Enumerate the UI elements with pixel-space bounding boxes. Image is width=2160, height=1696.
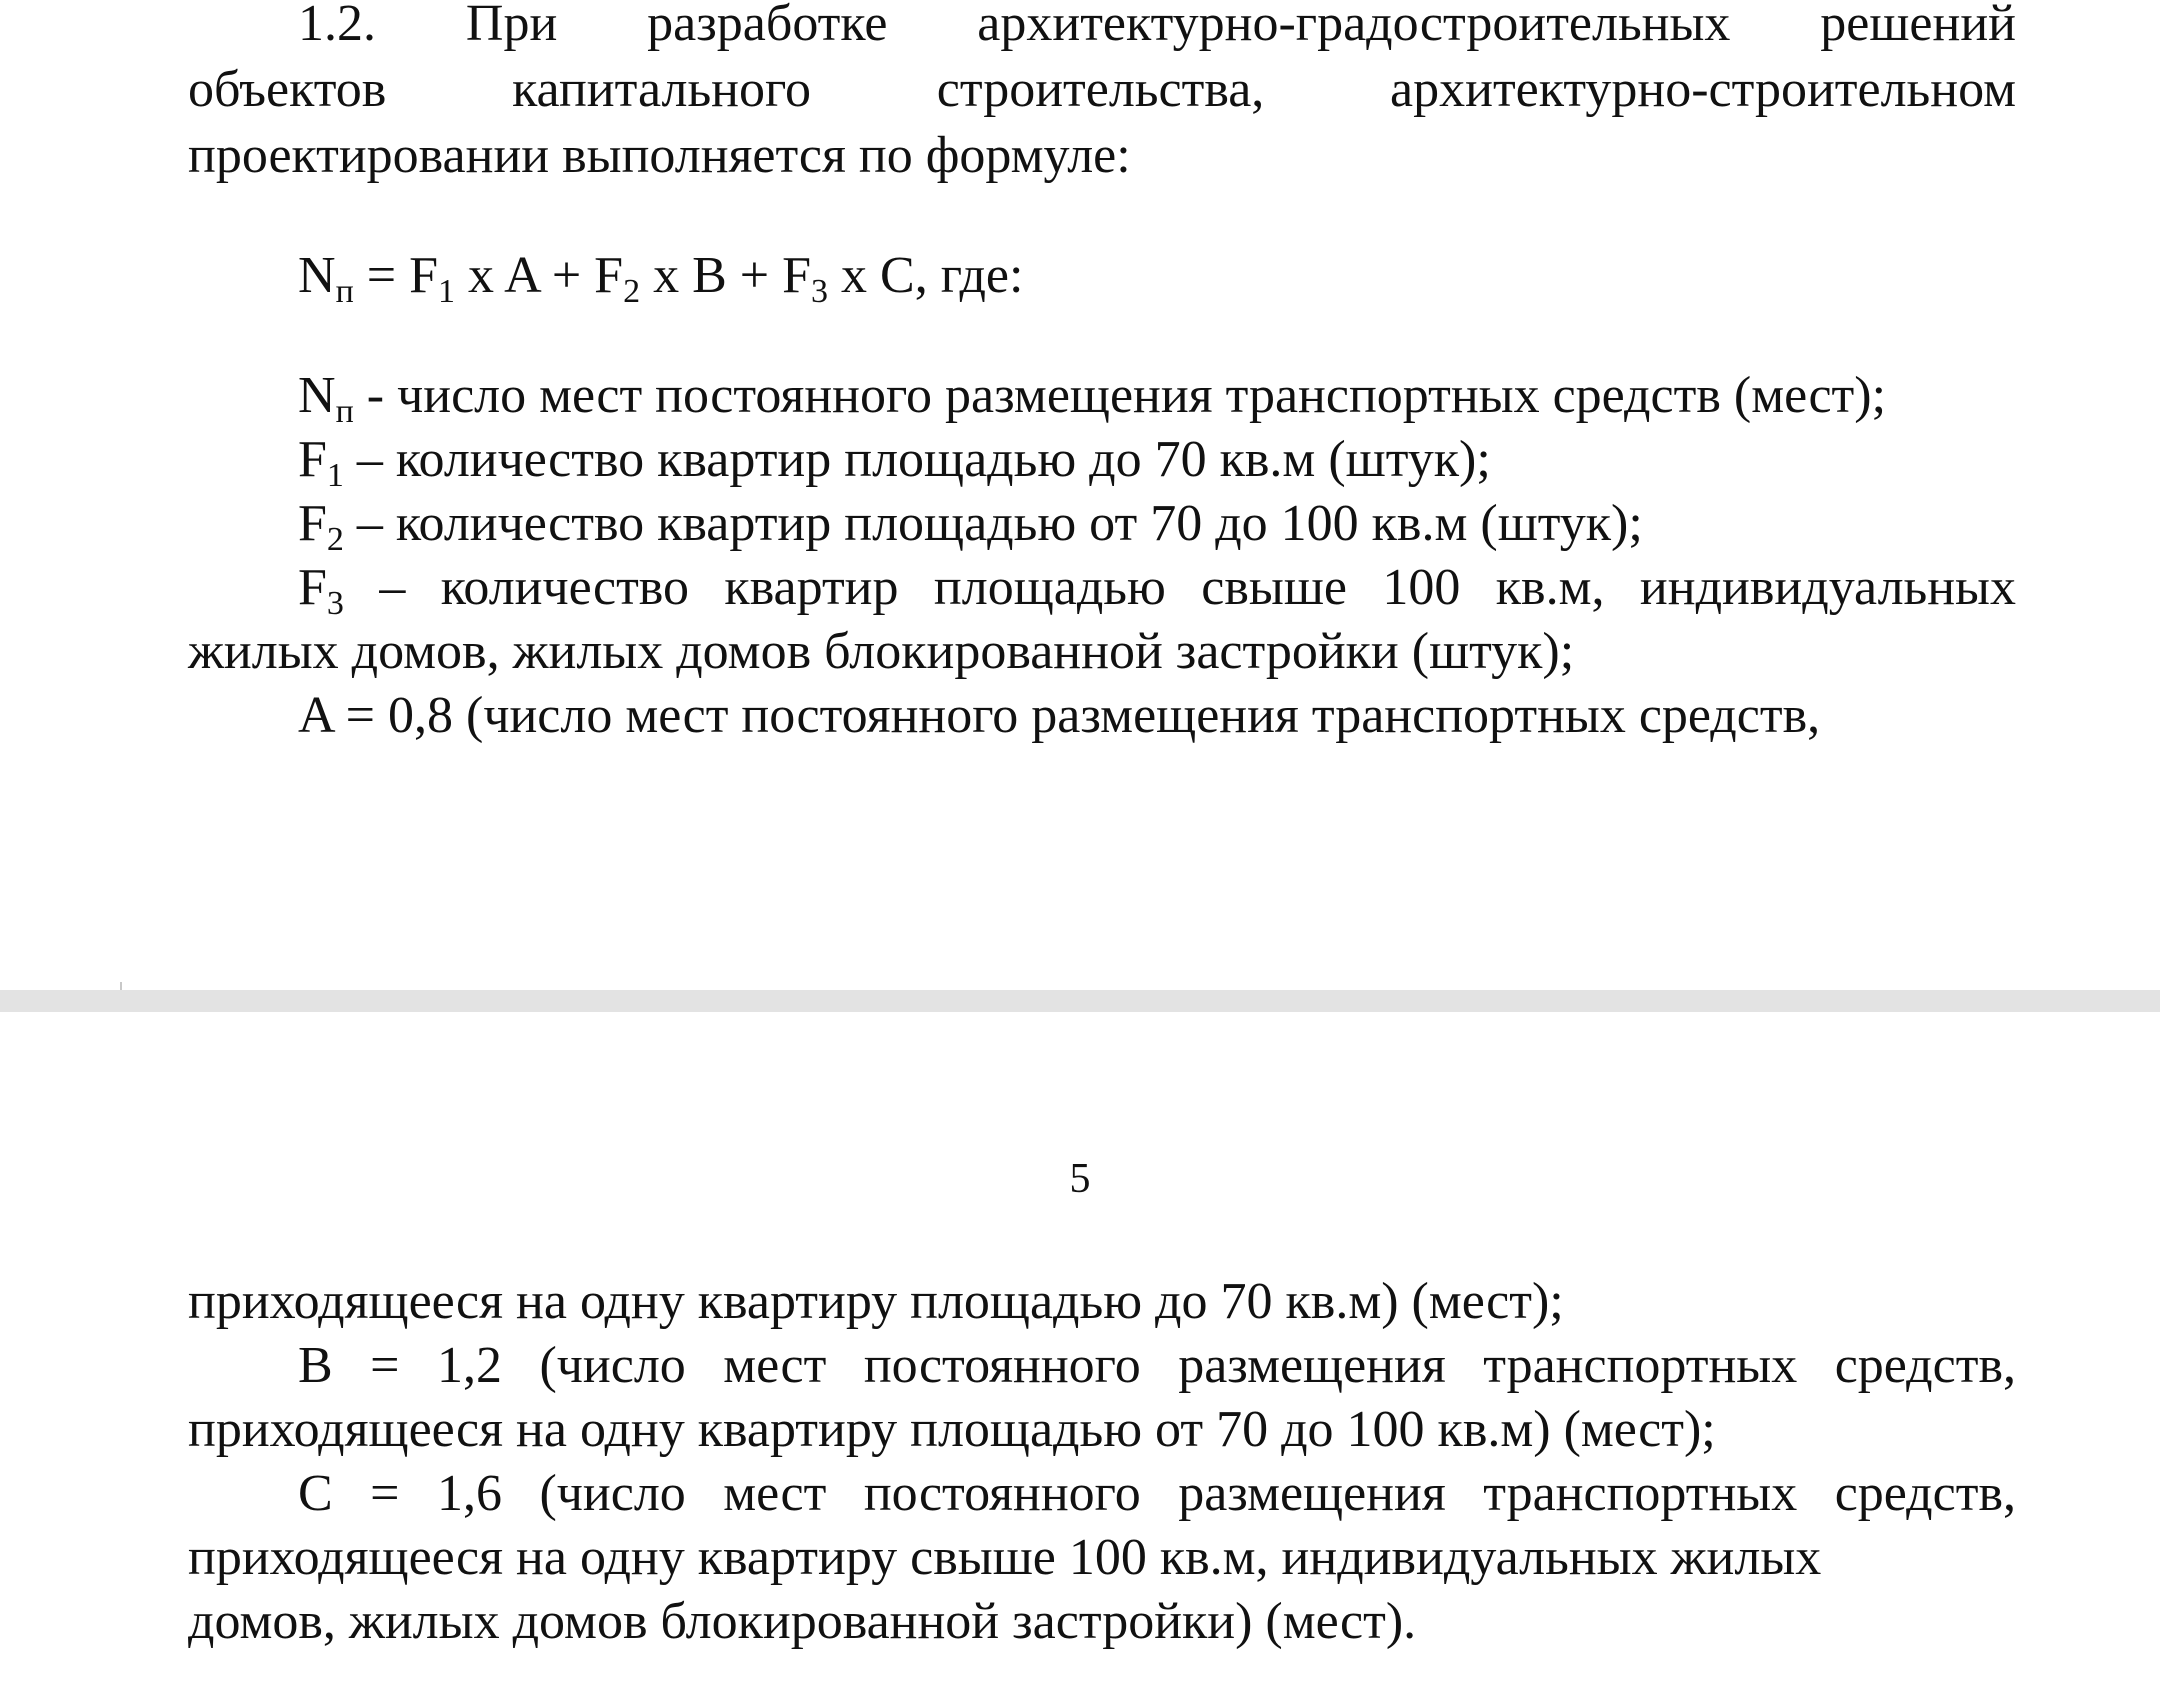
def-text: - число мест постоянного размещения транспортных средств (мест); (353, 367, 1887, 424)
paragraph-line: приходящееся на одну квартиру площадью до 70 кв.м) (мест); (188, 1273, 1564, 1330)
definition-b: B = 1,2 (число мест постоянного размещения транспортных средств, (298, 1337, 2016, 1394)
definition-np (298, 364, 2016, 428)
def-text: – количество квартир площадью от 70 до 100 кв.м (штук); (343, 495, 1643, 552)
paragraph-line: приходящееся на одну квартиру свыше 100 кв.м, индивидуальных жилых (188, 1529, 1822, 1586)
definition-f3 (298, 556, 2016, 620)
def-symbol-sub: п (335, 393, 354, 430)
def-symbol: F (298, 559, 327, 616)
formula-n: N (298, 247, 336, 304)
formula-f3-sub: 3 (811, 273, 829, 310)
def-symbol: F (298, 495, 327, 552)
def-symbol: F (298, 431, 327, 488)
formula-n-sub: п (335, 273, 354, 310)
def-symbol-sub: 2 (326, 521, 344, 558)
definition-c: C = 1,6 (число мест постоянного размещения транспортных средств, (298, 1465, 2016, 1522)
formula-f1-sub: 1 (438, 273, 456, 310)
document-page-bottom (0, 1012, 2160, 1696)
definition-f2 (298, 492, 2016, 556)
page-separator (0, 990, 2160, 1012)
paragraph-line: домов, жилых домов блокированной застройки) (мест). (188, 1593, 1417, 1650)
paragraph-line: 1.2. При разработке архитектурно-градостроительных решений (298, 0, 2016, 52)
definition-a: A = 0,8 (число мест постоянного размещения транспортных средств, (298, 687, 1821, 744)
def-text: – количество квартир площадью свыше 100 кв.м, индивидуальных (343, 559, 2016, 616)
definition-f3-continued: жилых домов, жилых домов блокированной застройки (штук); (188, 623, 1575, 680)
paragraph-line: проектировании выполняется по формуле: (188, 127, 1131, 184)
page-edge-mark (120, 982, 122, 990)
def-symbol-sub: 3 (326, 585, 344, 622)
def-text: – количество квартир площадью до 70 кв.м (штук); (343, 431, 1491, 488)
paragraph-line: приходящееся на одну квартиру площадью от 70 до 100 кв.м) (мест); (188, 1401, 1716, 1458)
formula-term1: x A + F (455, 247, 624, 304)
formula-line (298, 244, 2016, 308)
formula-eq: = F (353, 247, 439, 304)
page-number: 5 (1069, 1156, 1091, 1202)
formula-term3: x C, где: (828, 247, 1024, 304)
formula-term2: x B + F (640, 247, 812, 304)
def-symbol: N (298, 367, 336, 424)
formula-f2-sub: 2 (623, 273, 641, 310)
paragraph-line: объектов капитального строительства, архитектурно-строительном (188, 61, 2016, 118)
def-symbol-sub: 1 (326, 457, 344, 494)
definition-f1 (298, 428, 2016, 492)
